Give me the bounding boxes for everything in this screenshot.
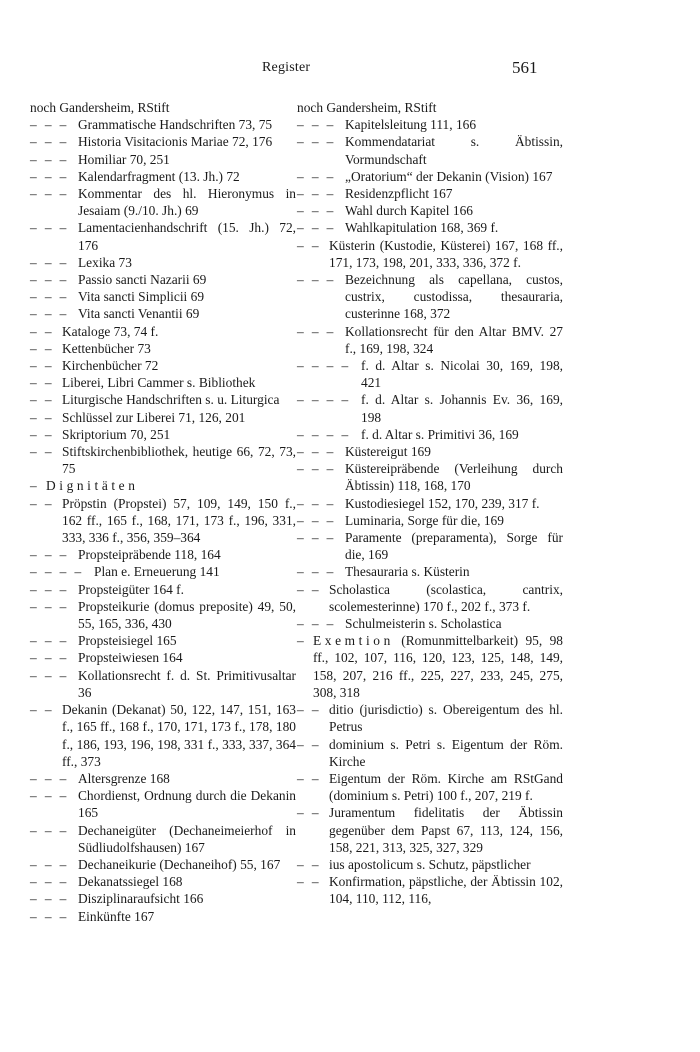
indent-dashes: – – – bbox=[297, 134, 336, 150]
index-entry-text: Einkünfte 167 bbox=[78, 908, 155, 924]
index-entry-text: Pröpstin (Propstei) 57, 109, 149, 150 f., 162 ff., 165 f., 168, 171, 173 f., 196, 331, 333, 336 f., 356, 359–364 bbox=[62, 495, 296, 546]
indent-dashes: – – – bbox=[30, 117, 69, 133]
indent-dashes: – – – bbox=[30, 168, 69, 184]
index-entry-text: Altersgrenze 168 bbox=[78, 770, 170, 786]
indent-dashes: – – – bbox=[30, 289, 69, 305]
index-entry bbox=[30, 254, 296, 271]
index-entry-text: Kustodiesiegel 152, 170, 239, 317 f. bbox=[345, 495, 540, 511]
index-entry-text: Schlüssel zur Liberei 71, 126, 201 bbox=[62, 409, 246, 425]
index-entry-text: Konfirmation, päpstliche, der Äbtissin 102, 104, 110, 112, 116, bbox=[329, 874, 563, 907]
index-entry-text: Disziplinaraufsicht 166 bbox=[78, 891, 204, 907]
indent-dashes: – – – bbox=[30, 151, 69, 167]
index-entry bbox=[297, 133, 563, 167]
index-entry-text: Stiftskirchenbibliothek, heutige 66, 72, 73, 75 bbox=[62, 444, 296, 477]
index-entry bbox=[297, 357, 563, 391]
indent-dashes: – – – bbox=[30, 874, 69, 890]
indent-dashes: – – bbox=[297, 805, 321, 821]
indent-dashes: – – bbox=[30, 702, 54, 718]
indent-dashes: – – – bbox=[297, 512, 336, 528]
index-entry-text: Kollationsrecht für den Altar BMV. 27 f., 169, 198, 324 bbox=[345, 323, 563, 356]
index-entry bbox=[297, 512, 563, 529]
index-entry-text: Dignitäten bbox=[46, 478, 139, 494]
index-entry-text: Bezeichnung als capellana, custos, custrix, custodissa, thesauraria, custerinne 168, 372 bbox=[345, 272, 563, 322]
index-entry-text: Propsteipräbende 118, 164 bbox=[78, 547, 221, 563]
index-entry-text: Eigentum der Röm. Kirche am RStGand (dominium s. Petri) 100 f., 207, 219 f. bbox=[329, 770, 563, 804]
index-entry bbox=[30, 340, 296, 357]
index-entry bbox=[30, 426, 296, 443]
index-entry-text: Skriptorium 70, 251 bbox=[62, 426, 171, 442]
index-entry-text: Kommentar des hl. Hieronymus in Jesaiam (9./10. Jh.) 69 bbox=[78, 186, 296, 219]
index-entry-text: Kataloge 73, 74 f. bbox=[62, 323, 159, 339]
index-entry-text: Wahlkapitulation 168, 369 f. bbox=[345, 220, 499, 236]
index-entry-text: Scholastica (scolastica, cantrix, scolemesterinne) 170 f., 202 f., 373 f. bbox=[329, 581, 563, 614]
index-entry-text: Dechaneigüter (Dechaneimeierhof in Südliudolfshausen) 167 bbox=[78, 822, 296, 855]
indent-dashes: – – – bbox=[297, 564, 336, 580]
index-entry bbox=[297, 563, 563, 580]
index-entry bbox=[297, 632, 563, 701]
indent-dashes: – – – bbox=[30, 134, 69, 150]
index-entry bbox=[297, 701, 563, 735]
index-entry bbox=[297, 529, 563, 563]
index-entry bbox=[30, 323, 296, 340]
index-entry bbox=[297, 185, 563, 202]
index-entry-text: ius apostolicum s. Schutz, päpstlicher bbox=[329, 856, 531, 872]
indent-dashes: – – – bbox=[297, 272, 336, 288]
index-entry-text: Paramente (preparamenta), Sorge für die, 169 bbox=[345, 530, 563, 563]
index-entry bbox=[30, 770, 296, 787]
index-entry bbox=[297, 116, 563, 133]
index-entry bbox=[30, 546, 296, 563]
index-entry-text: Propsteigüter 164 f. bbox=[78, 581, 184, 597]
indent-dashes: – – – bbox=[297, 186, 336, 201]
index-entry-text: f. d. Altar s. Primitivi 36, 169 bbox=[361, 426, 519, 442]
indent-dashes: – – – bbox=[30, 891, 69, 907]
indent-dashes: – – – bbox=[297, 444, 336, 460]
index-entry-text: Kollationsrecht f. d. St. Primitivusaltar 36 bbox=[78, 667, 296, 700]
index-entry-text: Luminaria, Sorge für die, 169 bbox=[345, 512, 504, 528]
column-heading: noch Gandersheim, RStift bbox=[297, 100, 437, 115]
page-number: 561 bbox=[512, 58, 538, 77]
index-entry-text: Passio sancti Nazarii 69 bbox=[78, 272, 207, 288]
index-entry-text: f. d. Altar s. Nicolai 30, 169, 198, 421 bbox=[361, 358, 563, 391]
index-entry bbox=[30, 357, 296, 374]
index-entry bbox=[297, 804, 563, 856]
index-entry-text: Wahl durch Kapitel 166 bbox=[345, 203, 473, 219]
indent-dashes: – – – bbox=[30, 667, 69, 683]
index-entry-text: Dekanin (Dekanat) 50, 122, 147, 151, 163 f., 165 ff., 168 f., 170, 171, 173 f., 178, 180 f., 186, 193, 196, 198, 331 f., 333, 337, 364 ff., 373 bbox=[62, 702, 296, 769]
index-entry bbox=[30, 667, 296, 701]
indent-dashes: – – – bbox=[30, 220, 69, 236]
index-entry-text: Küsterin (Kustodie, Küsterei) 167, 168 ff., 171, 173, 198, 201, 333, 336, 372 f. bbox=[329, 237, 563, 270]
indent-dashes: – – bbox=[30, 340, 54, 356]
index-entry-text: Historia Visitacionis Mariae 72, 176 bbox=[78, 134, 273, 150]
indent-dashes: – bbox=[30, 478, 40, 494]
index-entry bbox=[30, 443, 296, 477]
index-entry-text: Thesauraria s. Küsterin bbox=[345, 564, 470, 580]
index-entry-text: Exemtion (Romunmittelbarkeit) 95, 98 ff., 102, 107, 116, 120, 123, 125, 148, 149, 158, 207, 216 ff., 225, 227, 233, 245, 275, 308, 318 bbox=[313, 633, 563, 700]
index-entry bbox=[297, 391, 563, 425]
indent-dashes: – – – – bbox=[30, 564, 84, 580]
index-entry-text: „Oratorium“ der Dekanin (Vision) 167 bbox=[345, 168, 553, 184]
indent-dashes: – – – bbox=[30, 186, 69, 201]
indent-dashes: – – – bbox=[30, 788, 69, 804]
index-entry bbox=[30, 391, 296, 408]
indent-dashes: – – bbox=[30, 375, 54, 391]
indent-dashes: – – bbox=[297, 581, 321, 597]
indent-dashes: – – bbox=[30, 426, 54, 442]
running-header bbox=[0, 58, 700, 82]
index-entry bbox=[30, 598, 296, 632]
indent-dashes: – – – bbox=[30, 581, 69, 597]
index-entry-text: Schulmeisterin s. Scholastica bbox=[345, 616, 502, 632]
indent-dashes: – – – bbox=[30, 650, 69, 666]
indent-dashes: – – – bbox=[297, 461, 336, 477]
index-entry-text: Lamentacienhandschrift (15. Jh.) 72, 176 bbox=[78, 220, 296, 253]
index-entry bbox=[297, 323, 563, 357]
index-entry-text: Dechaneikurie (Dechaneihof) 55, 167 bbox=[78, 856, 281, 872]
index-entry bbox=[30, 495, 296, 547]
running-title: Register bbox=[262, 60, 311, 75]
index-entry bbox=[297, 219, 563, 236]
index-entry bbox=[30, 288, 296, 305]
index-entry bbox=[30, 409, 296, 426]
indent-dashes: – – – bbox=[297, 168, 336, 184]
index-entry bbox=[297, 736, 563, 770]
index-column-right bbox=[297, 99, 563, 908]
index-entry bbox=[30, 151, 296, 168]
index-entry-text: Küstereipräbende (Verleihung durch Äbtissin) 118, 168, 170 bbox=[345, 461, 563, 494]
indent-dashes: – – bbox=[297, 874, 321, 890]
index-entry bbox=[297, 426, 563, 443]
indent-dashes: – – bbox=[297, 770, 321, 786]
index-entry-text: Kapitelsleitung 111, 166 bbox=[345, 117, 477, 133]
index-entry-text: Kettenbücher 73 bbox=[62, 340, 151, 356]
indent-dashes: – – – bbox=[30, 254, 69, 270]
index-entry bbox=[30, 271, 296, 288]
index-entry-text: Küstereigut 169 bbox=[345, 444, 431, 460]
indent-dashes: – – bbox=[30, 392, 54, 408]
indent-dashes: – bbox=[297, 633, 307, 649]
index-entry bbox=[30, 374, 296, 391]
indent-dashes: – – bbox=[30, 409, 54, 425]
index-entry-text: Propsteiwiesen 164 bbox=[78, 650, 183, 666]
column-heading: noch Gandersheim, RStift bbox=[30, 100, 170, 115]
index-entry-text: Liberei, Libri Cammer s. Bibliothek bbox=[62, 375, 256, 391]
index-entry bbox=[30, 219, 296, 253]
indent-dashes: – – bbox=[30, 358, 54, 374]
index-entry-text: Juramentum fidelitatis der Äbtissin gegenüber dem Papst 67, 113, 124, 156, 158, 221, 313, 325, 327, 329 bbox=[329, 805, 563, 855]
index-entry bbox=[297, 770, 563, 804]
index-entry bbox=[297, 495, 563, 512]
indent-dashes: – – – bbox=[297, 530, 336, 546]
index-entry bbox=[30, 581, 296, 598]
index-entry-text: Residenzpflicht 167 bbox=[345, 186, 453, 201]
index-entry bbox=[30, 133, 296, 150]
index-entry-text: Homiliar 70, 251 bbox=[78, 151, 170, 167]
index-entry bbox=[30, 908, 296, 925]
index-entry bbox=[30, 856, 296, 873]
index-entry-text: Kommendatariat s. Äbtissin, Vormundschaft bbox=[345, 134, 563, 167]
index-entry bbox=[30, 168, 296, 185]
indent-dashes: – – – bbox=[30, 306, 69, 322]
indent-dashes: – – – bbox=[297, 323, 336, 339]
index-entry-text: Propsteikurie (domus preposite) 49, 50, 55, 165, 336, 430 bbox=[78, 598, 296, 632]
index-entry bbox=[297, 271, 563, 323]
indent-dashes: – – – bbox=[30, 598, 69, 614]
index-entry-text: Kirchenbücher 72 bbox=[62, 358, 159, 374]
index-entry bbox=[30, 890, 296, 907]
index-entry bbox=[30, 116, 296, 133]
indent-dashes: – – – – bbox=[297, 392, 351, 408]
index-entry bbox=[297, 202, 563, 219]
indent-dashes: – – bbox=[297, 856, 321, 872]
indent-dashes: – – bbox=[30, 495, 54, 511]
indent-dashes: – – – – bbox=[297, 426, 351, 442]
index-entry-text: Dekanatssiegel 168 bbox=[78, 874, 183, 890]
indent-dashes: – – – bbox=[297, 495, 336, 511]
index-entry bbox=[30, 873, 296, 890]
index-entry-text: Liturgische Handschriften s. u. Liturgica bbox=[62, 392, 280, 408]
indent-dashes: – – – bbox=[30, 272, 69, 288]
index-entry bbox=[297, 856, 563, 873]
index-entry-text: Kalendarfragment (13. Jh.) 72 bbox=[78, 168, 240, 184]
index-entry bbox=[297, 873, 563, 907]
index-entry-text: Chordienst, Ordnung durch die Dekanin 165 bbox=[78, 788, 296, 821]
indent-dashes: – – – bbox=[30, 908, 69, 924]
index-entry bbox=[30, 822, 296, 856]
indent-dashes: – – bbox=[297, 702, 321, 718]
index-entry-text: f. d. Altar s. Johannis Ev. 36, 169, 198 bbox=[361, 392, 563, 425]
index-entry bbox=[297, 443, 563, 460]
indent-dashes: – – bbox=[297, 736, 321, 752]
indent-dashes: – – – bbox=[30, 633, 69, 649]
indent-dashes: – – – bbox=[30, 856, 69, 872]
index-entry bbox=[297, 460, 563, 494]
index-entry-text: Propsteisiegel 165 bbox=[78, 633, 177, 649]
index-entry-text: dominium s. Petri s. Eigentum der Röm. Kirche bbox=[329, 736, 563, 769]
index-entry-text: ditio (jurisdictio) s. Obereigentum des hl. Petrus bbox=[329, 702, 563, 735]
indent-dashes: – – bbox=[30, 323, 54, 339]
indent-dashes: – – – bbox=[30, 547, 69, 563]
indent-dashes: – – – bbox=[297, 203, 336, 219]
index-entry-text: Lexika 73 bbox=[78, 254, 132, 270]
indent-dashes: – – – bbox=[30, 770, 69, 786]
indent-dashes: – – bbox=[30, 444, 54, 460]
index-entry bbox=[297, 581, 563, 615]
indent-dashes: – – – bbox=[297, 616, 336, 632]
index-entry bbox=[30, 477, 296, 494]
indent-dashes: – – – – bbox=[297, 358, 351, 374]
index-column-left bbox=[30, 99, 296, 925]
index-entry bbox=[30, 701, 296, 770]
index-entry bbox=[30, 305, 296, 322]
index-entry bbox=[30, 787, 296, 821]
index-entry bbox=[297, 615, 563, 632]
index-entry-text: Vita sancti Venantii 69 bbox=[78, 306, 200, 322]
indent-dashes: – – – bbox=[297, 220, 336, 236]
indent-dashes: – – – bbox=[297, 117, 336, 133]
index-entry bbox=[30, 563, 296, 580]
index-entry-text: Vita sancti Simplicii 69 bbox=[78, 289, 205, 305]
index-entry bbox=[30, 649, 296, 666]
index-entry bbox=[30, 632, 296, 649]
index-entry-text: Grammatische Handschriften 73, 75 bbox=[78, 117, 273, 133]
index-entry bbox=[297, 237, 563, 271]
indent-dashes: – – bbox=[297, 237, 321, 253]
indent-dashes: – – – bbox=[30, 822, 69, 838]
index-entry-text: Plan e. Erneuerung 141 bbox=[94, 564, 220, 580]
index-entry bbox=[297, 168, 563, 185]
index-entry bbox=[30, 185, 296, 219]
